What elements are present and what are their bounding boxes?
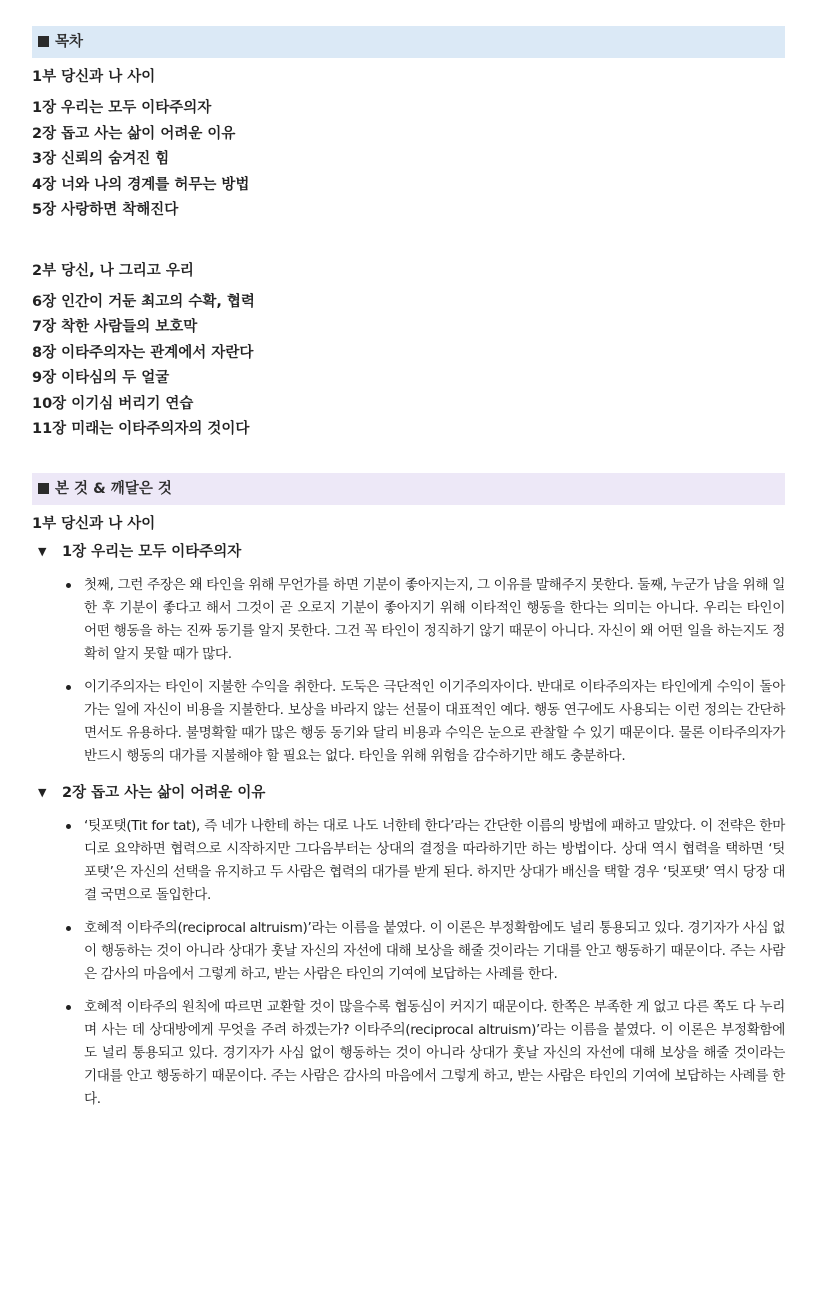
- chapter-2-bullet-list: [32, 815, 785, 1111]
- toc-chapter-item: 2장 돕고 사는 삶이 어려운 이유: [32, 125, 236, 142]
- list-item: ‘팃포탯(Tit for tat), 즉 네가 나한테 하는 대로 나도 너한테 한다’라는 간단한 이름의 방법에 패하고 말았다. 이 전략은 한마디로 요약하면 협력으로 시작하지만 그다음부터는 상대의 결정을 따라하기만 하는 방법이다. 상대 역시 협력을 택하면 ‘팃포탯’은 자신의 선택을 유지하고 두 사람은 협력의 대가를 받게 된다. 하지만 상대가 배신을 택할 경우 ‘팃포탯’ 역시 당장 대결 국면으로 돌입한다.: [78, 815, 785, 907]
- list-item: 첫째, 그런 주장은 왜 타인을 위해 무언가를 하면 기분이 좋아지는지, 그 이유를 말해주지 못한다. 둘째, 누군가 남을 위해 일한 후 기분이 좋다고 해서 그것이 곧 오로지 기분이 좋아지기 위해 이타적인 행동을 한다는 의미는 아니다. 우리는 타인이 어떤 행동을 하는 진짜 동기를 알지 못한다. 그건 꼭 타인이 정직하기 않기 때문이 아니다. 자신이 왜 어떤 일을 하는지도 정확히 알지 못할 때가 많다.: [78, 574, 785, 666]
- toc-chapter-item: 6장 인간이 거둔 최고의 수확, 협력: [32, 293, 255, 310]
- chapter-1-bullet-list: [32, 574, 785, 768]
- notes-header-title: 본 것 & 깨달은 것: [55, 480, 172, 497]
- notes-header-bar: [32, 473, 785, 505]
- toc-chapter-item: 11장 미래는 이타주의자의 것이다: [32, 421, 250, 437]
- toc-chapter-item: 8장 이타주의자는 관계에서 자란다: [32, 344, 254, 361]
- toc-header-title: 목차: [55, 34, 84, 50]
- chapter-1-toggle[interactable]: [38, 537, 785, 567]
- list-item: 호혜적 이타주의(reciprocal altruism)’라는 이름을 붙였다. 이 이론은 부정확함에도 널리 통용되고 있다. 경기자가 사심 없이 행동하는 것이 아니라 상대가 훗날 자신의 자선에 대해 보상을 해줄 것이라는 기대를 안고 행동하기 때문이다. 주는 사람은 감사의 마음에서 그렇게 하고, 받는 사람은 타인의 기여에 보답하는 사례를 한다.: [78, 917, 785, 986]
- toc-header-bar: [32, 26, 785, 58]
- square-bullet-icon: [38, 36, 49, 47]
- toc-chapter-item: 7장 착한 사람들의 보호막: [32, 319, 198, 335]
- toc-part-1-list: [32, 96, 785, 224]
- toc-part-1-title: 1부 당신과 나 사이: [32, 69, 156, 85]
- toc-chapter-item: 10장 이기심 버리기 연습: [32, 395, 194, 412]
- toc-chapter-item: 5장 사랑하면 착해진다: [32, 202, 179, 218]
- triangle-down-icon[interactable]: ▼: [38, 544, 47, 558]
- square-bullet-icon: [38, 483, 49, 494]
- document-page: [32, 26, 785, 1121]
- toc-chapter-item: 3장 신뢰의 숨겨진 힘: [32, 151, 170, 167]
- chapter-2-title: 2장 돕고 사는 삶이 어려운 이유: [62, 784, 266, 801]
- toc-part-2-title: 2부 당신, 나 그리고 우리: [32, 262, 194, 279]
- toc-chapter-item: 9장 이타심의 두 얼굴: [32, 370, 170, 386]
- toc-chapter-item: 1장 우리는 모두 이타주의자: [32, 100, 212, 116]
- list-item: 호혜적 이타주의 원칙에 따르면 교환할 것이 많을수록 협동심이 커지기 때문이다. 한쪽은 부족한 게 없고 다른 쪽도 다 누리며 사는 데 상대방에게 무엇을 주려 하겠는가? 이타주의(reciprocal altruism)’라는 이름을 붙였다. 이 이론은 부정확함에도 널리 통용되고 있다. 경기자가 사심 없이 행동하는 것이 아니라 상대가 훗날 자신의 자선에 대해 보상을 해줄 것이라는 기대를 안고 행동하기 때문이다. 주는 사람은 감사의 마음에서 그렇게 하고, 받는 사람은 타인의 기여에 보답하는 사례를 한다.: [78, 996, 785, 1111]
- chapter-2-toggle[interactable]: [38, 778, 785, 808]
- list-item: 이기주의자는 타인이 지불한 수익을 취한다. 도둑은 극단적인 이기주의자이다. 반대로 이타주의자는 타인에게 수익이 돌아가는 일에 자신이 비용을 지불한다. 보상을 바라지 않는 선물이 대표적인 예다. 행동 연구에도 사용되는 이런 정의는 간단하면서도 유용하다. 불명확할 때가 많은 행동 동기와 달리 비용과 수익은 눈으로 관찰할 수 있기 때문이다. 물론 이타주의자가 반드시 행동의 대가를 지불해야 할 필요는 없다. 타인을 위해 위험을 감수하기만 해도 충분하다.: [78, 676, 785, 768]
- toc-chapter-item: 4장 너와 나의 경계를 허무는 방법: [32, 176, 250, 193]
- toc-part-2-list: [32, 290, 785, 443]
- chapter-1-title: 1장 우리는 모두 이타주의자: [62, 543, 242, 560]
- notes-part-1-title: 1부 당신과 나 사이: [32, 515, 156, 532]
- triangle-down-icon[interactable]: ▼: [38, 785, 47, 799]
